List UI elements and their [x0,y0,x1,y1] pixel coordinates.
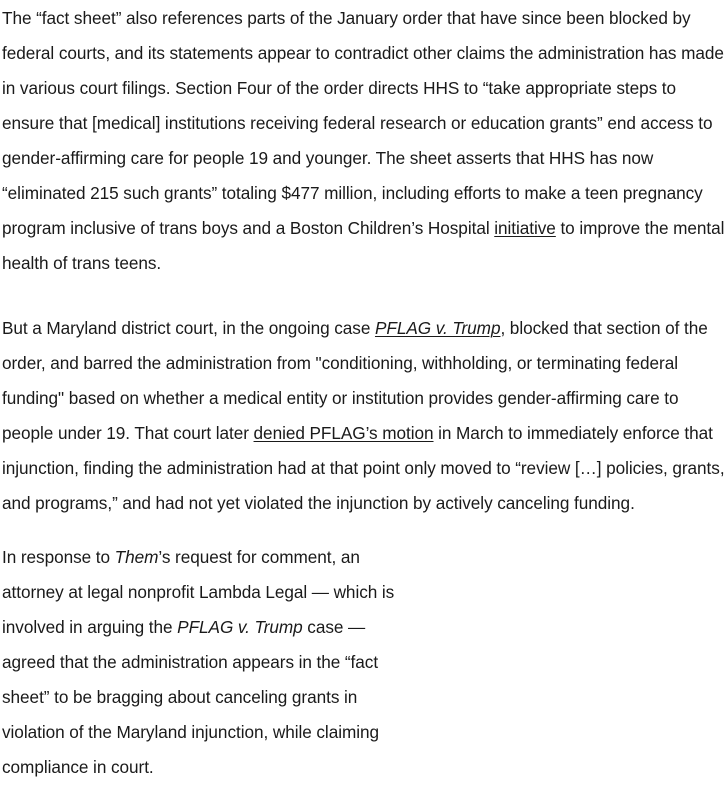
inline-link[interactable]: denied PFLAG’s motion [253,423,434,443]
emphasis-text: Them [114,547,159,567]
body-text: case — agreed that the administration appears in the “fact sheet” to be bragging about canceling grants in violation of the Maryland injunction, while claiming compliance in court. [2,617,380,777]
body-text: ’s request for comment, an attorney at legal nonprofit Lambda Legal — which is involved in arguing the [2,547,395,637]
body-text: The “fact sheet” also references parts of the January order that have since been blocked by federal courts, and its statements appear to contradict other claims the administration has made in various court filings. Section Four of the order directs HHS to “take appropriate steps to ensure that [medical] institutions receiving federal research or education grants” end access to gender-affirming care for people 19 and younger. The sheet asserts that HHS has now “eliminated 215 such grants” totaling $477 million, including efforts to make a teen pregnancy program inclusive of trans boys and a Boston Children’s Hospital [2,8,724,238]
paragraph-3 [2,540,396,785]
paragraph-2 [2,311,725,521]
paragraph-1 [2,1,725,281]
inline-link[interactable]: initiative [494,218,556,238]
body-text: But a Maryland district court, in the ongoing case [2,318,375,338]
body-text: In response to [2,547,115,567]
body-text: to improve the mental health of trans teens. [2,218,725,273]
body-text: , blocked that section of the order, and barred the administration from "conditioning, withholding, or terminating federal funding" based on whether a medical entity or institution provides gender-affirming care to people under 19. That court later [2,318,708,443]
body-text: in March to immediately enforce that injunction, finding the administration had at that point only moved to “review […] policies, grants, and programs,” and had not yet violated the injunction by actively canceling funding. [2,423,725,513]
emphasis-text: PFLAG v. Trump [177,617,303,637]
article-body [0,1,727,777]
inline-link[interactable]: PFLAG v. Trump [374,318,501,338]
